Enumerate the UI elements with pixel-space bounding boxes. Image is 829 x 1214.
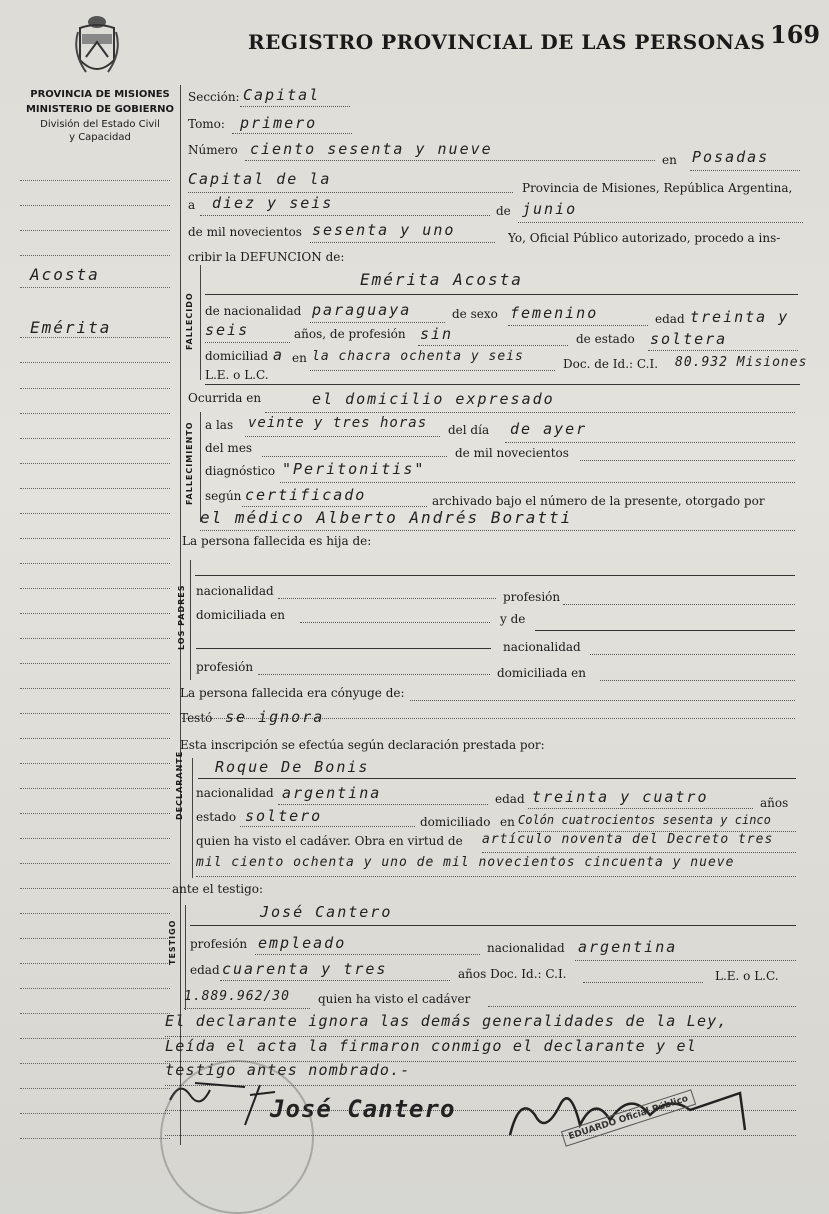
- nac-t-value: argentina: [578, 938, 678, 956]
- estado-decl-value: soltero: [245, 807, 323, 825]
- nacionalidad-label: de nacionalidad: [205, 304, 302, 318]
- segun-label: según: [205, 489, 242, 503]
- mes-value: junio: [522, 200, 578, 218]
- estado-value: soltera: [650, 330, 728, 348]
- ci-t-value: 1.889.962/30: [184, 989, 290, 1004]
- field-line: [240, 106, 350, 107]
- stamp-line-1: EDUARDO: [567, 1117, 618, 1143]
- nac-t-label: nacionalidad: [487, 941, 565, 955]
- coat-of-arms-icon: [72, 12, 122, 82]
- field-line: [528, 808, 753, 809]
- prof-t-label: profesión: [190, 937, 248, 951]
- margin-line: [20, 663, 170, 664]
- nac-decl-label: nacionalidad: [196, 786, 274, 800]
- margin-line: [20, 1013, 170, 1014]
- page-number: 169: [770, 20, 821, 49]
- margin-line: [20, 337, 170, 338]
- margin-line: [20, 287, 170, 288]
- testo-label: Testó: [180, 711, 213, 725]
- margin-line: [20, 888, 170, 889]
- name-line: [195, 575, 795, 576]
- numero-label: Número: [188, 143, 238, 157]
- field-line: [278, 598, 496, 599]
- anos-doc-label: años Doc. Id.: C.I.: [458, 967, 567, 981]
- de-mil-label-2: de mil novecientos: [455, 446, 569, 460]
- ocurrida-value: el domicilio expresado: [312, 390, 555, 408]
- margin-line: [20, 230, 170, 231]
- section-label-padres: LOS PADRES: [177, 584, 186, 650]
- en-decl-label: en: [500, 815, 515, 829]
- margin-line: [20, 763, 170, 764]
- quien-t-label: quien ha visto el cadáver: [318, 992, 471, 1006]
- field-line: [310, 242, 495, 243]
- domicilio-en-label: en: [292, 351, 307, 365]
- a-las-label: a las: [205, 418, 234, 432]
- margin-line: [20, 1088, 170, 1089]
- y-de-label: y de: [500, 612, 526, 626]
- field-line: [188, 192, 513, 193]
- domiciliado-label: domiciliado: [420, 815, 491, 829]
- margin-line: [20, 1038, 170, 1039]
- field-line: [300, 622, 490, 623]
- institution-line: División del Estado Civil: [40, 119, 160, 130]
- field-line: [278, 804, 488, 805]
- field-line: [518, 222, 803, 223]
- prof-t-value: empleado: [258, 934, 347, 952]
- estado-decl-label: estado: [196, 810, 237, 824]
- inscribir-label: cribir la DEFUNCION de:: [188, 250, 345, 264]
- sexo-label: de sexo: [452, 307, 498, 321]
- del-dia-label: del día: [448, 423, 490, 437]
- margin-line: [20, 438, 170, 439]
- margin-line: [20, 255, 170, 256]
- tomo-value: primero: [240, 114, 318, 132]
- ante-label: ante el testigo:: [172, 882, 264, 896]
- field-line: [200, 215, 490, 216]
- profesion-madre-label: profesión: [196, 660, 254, 674]
- name-line: [535, 630, 795, 631]
- field-line: [410, 700, 795, 701]
- margin-line: [20, 938, 170, 939]
- field-line: [240, 826, 415, 827]
- oficial-label: Yo, Oficial Público autorizado, procedo a ins-: [508, 231, 781, 245]
- seccion-label: Sección:: [188, 90, 240, 104]
- margin-line: [20, 638, 170, 639]
- doc-value: 80.932 Misiones: [675, 355, 808, 370]
- del-mes-label: del mes: [205, 441, 253, 455]
- nota-line-3: testigo antes nombrado.-: [165, 1061, 411, 1079]
- field-line: [242, 506, 427, 507]
- a-label: a: [188, 198, 196, 212]
- margin-line: [20, 688, 170, 689]
- domiciliada-suffix: a: [273, 346, 285, 364]
- dia-value: diez y seis: [212, 194, 334, 212]
- field-line: [245, 436, 440, 437]
- name-line: [196, 648, 491, 649]
- segun-value: certificado: [245, 486, 367, 504]
- edad-value-1: treinta y: [690, 308, 790, 326]
- provincia-label: Provincia de Misiones, República Argentina,: [522, 181, 793, 195]
- institution-line: y Capacidad: [69, 132, 131, 143]
- testo-value: se ignora: [225, 708, 325, 726]
- field-line: [232, 133, 352, 134]
- margin-line: [20, 813, 170, 814]
- edad-label: edad: [655, 312, 685, 326]
- field-line: [508, 325, 648, 326]
- margin-line: [20, 588, 170, 589]
- quien-label: quien ha visto el cadáver. Obra en virtud de: [196, 834, 463, 848]
- domicilio-value: la chacra ochenta y seis: [312, 349, 524, 364]
- field-line: [255, 954, 480, 955]
- name-line: [198, 778, 796, 779]
- hora-value: veinte y tres horas: [248, 415, 428, 431]
- tomo-label: Tomo:: [188, 117, 225, 131]
- margin-line: [20, 988, 170, 989]
- profesion-value: sin: [420, 325, 454, 343]
- nacionalidad-madre-label: nacionalidad: [503, 640, 581, 654]
- field-line: [580, 460, 795, 461]
- field-line: [184, 1008, 310, 1009]
- profesion-padre-label: profesión: [503, 590, 561, 604]
- de-label: de: [496, 204, 511, 218]
- margin-line: [20, 838, 170, 839]
- section-label-fallecido: FALLECIDO: [185, 292, 194, 350]
- field-line: [220, 980, 450, 981]
- le-t-label: L.E. o L.C.: [715, 969, 779, 983]
- margin-line: [20, 1113, 170, 1114]
- nota-line-1: El declarante ignora las demás generalidades de la Ley,: [165, 1012, 728, 1030]
- anos-label: años: [760, 796, 789, 810]
- diagnostico-label: diagnóstico: [205, 464, 276, 478]
- medico-value: el médico Alberto Andrés Boratti: [200, 508, 573, 527]
- field-line: [583, 982, 703, 983]
- domiciliad-label: domiciliad: [205, 349, 269, 363]
- domiciliada-madre-label: domiciliada en: [497, 666, 586, 680]
- archivado-label: archivado bajo el número de la presente, otorgado por: [432, 494, 765, 508]
- round-stamp: [160, 1060, 314, 1214]
- name-line: [190, 925, 796, 926]
- dom-decl-value: Colón cuatrocientos sesenta y cinco: [518, 813, 771, 827]
- field-line: [196, 876, 796, 877]
- field-line: [590, 654, 795, 655]
- margin-line: [20, 1063, 170, 1064]
- edad-decl-value: treinta y cuatro: [532, 788, 709, 806]
- field-line: [205, 342, 290, 343]
- margin-line: [20, 180, 170, 181]
- field-line: [310, 370, 555, 371]
- edad-decl-label: edad: [495, 792, 525, 806]
- conyuge-label: La persona fallecida era cónyuge de:: [180, 686, 405, 700]
- obra-value-2: mil ciento ochenta y uno de mil novecientos cincuenta y nueve: [196, 855, 735, 870]
- field-line: [280, 482, 795, 483]
- document-title: REGISTRO PROVINCIAL DE LAS PERSONAS: [248, 30, 766, 54]
- en-label: en: [662, 153, 677, 167]
- section-label-testigo: TESTIGO: [168, 919, 177, 965]
- domiciliada-padre-label: domiciliada en: [196, 608, 285, 622]
- stamp-line-2: Oficial Público: [617, 1093, 690, 1126]
- margin-line: [20, 538, 170, 539]
- section-label-declarante: DECLARANTE: [175, 750, 184, 820]
- margin-line: [20, 413, 170, 414]
- nacionalidad-value: paraguaya: [312, 301, 412, 319]
- anio-value: sesenta y uno: [312, 221, 456, 239]
- margin-line: [20, 205, 170, 206]
- ocurrida-label: Ocurrida en: [188, 391, 262, 405]
- diagnostico-value: "Peritonitis": [282, 460, 426, 478]
- edad-value-2: seis: [205, 321, 250, 339]
- field-line: [418, 345, 568, 346]
- section-line: [205, 384, 800, 385]
- margin-line: [20, 713, 170, 714]
- seccion-value: Capital: [243, 86, 321, 104]
- margin-line: [20, 863, 170, 864]
- estado-label: de estado: [576, 332, 635, 346]
- section-label-fallecimiento: FALLECIMIENTO: [185, 421, 194, 505]
- field-line: [310, 322, 445, 323]
- hija-label: La persona fallecida es hija de:: [182, 534, 372, 548]
- margin-line: [20, 1138, 170, 1139]
- field-line: [262, 456, 447, 457]
- en-value: Posadas: [692, 148, 770, 166]
- institution-line: MINISTERIO DE GOBIERNO: [25, 104, 175, 115]
- field-line: [563, 604, 795, 605]
- margin-line: [20, 463, 170, 464]
- nac-decl-value: argentina: [282, 784, 382, 802]
- de-mil-label: de mil novecientos: [188, 225, 302, 239]
- edad-t-label: edad: [190, 963, 220, 977]
- field-line: [245, 160, 655, 161]
- edad-t-value: cuarenta y tres: [222, 960, 388, 978]
- field-line: [482, 852, 796, 853]
- field-line: [690, 170, 800, 171]
- obra-value-1: artículo noventa del Decreto tres: [482, 832, 774, 847]
- margin-line: [20, 362, 170, 363]
- nombre-value: Emérita Acosta: [360, 270, 523, 289]
- section-divider: [200, 265, 201, 380]
- numero-value: ciento sesenta y nueve: [250, 140, 493, 158]
- le-label: L.E. o L.C.: [205, 368, 269, 382]
- margin-line: [20, 738, 170, 739]
- nacionalidad-padre-label: nacionalidad: [196, 584, 274, 598]
- margin-line: [20, 913, 170, 914]
- capital-value: Capital de la: [188, 170, 332, 188]
- testigo-value: José Cantero: [260, 903, 393, 921]
- declaracion-label: Esta inscripción se efectúa según declaración prestada por:: [180, 738, 545, 752]
- signature-testigo: José Cantero: [270, 1095, 456, 1123]
- sexo-value: femenino: [510, 304, 599, 322]
- field-line: [505, 442, 795, 443]
- nota-line-2: Leída el acta la firmaron conmigo el declarante y el: [165, 1037, 697, 1055]
- dia-f-value: de ayer: [510, 420, 588, 438]
- margin-given-name: Emérita: [30, 318, 112, 337]
- margin-line: [20, 388, 170, 389]
- margin-line: [20, 963, 170, 964]
- section-divider: [190, 560, 191, 680]
- margin-line: [20, 788, 170, 789]
- field-line: [648, 350, 798, 351]
- margin-line: [20, 513, 170, 514]
- field-line: [258, 674, 490, 675]
- field-line: [488, 1006, 796, 1007]
- field-line: [600, 680, 795, 681]
- margin-line: [20, 488, 170, 489]
- section-divider: [200, 412, 201, 522]
- name-line: [205, 294, 798, 295]
- profesion-label: años, de profesión: [294, 327, 406, 341]
- field-line: [575, 960, 796, 961]
- field-line: [265, 412, 795, 413]
- institution-line: PROVINCIA DE MISIONES: [30, 89, 170, 100]
- declarante-value: Roque De Bonis: [215, 758, 370, 776]
- margin-surname: Acosta: [30, 265, 100, 284]
- margin-line: [20, 613, 170, 614]
- margin-line: [20, 563, 170, 564]
- section-divider: [192, 758, 193, 878]
- doc-label: Doc. de Id.: C.I.: [563, 357, 659, 371]
- field-line: [200, 530, 795, 531]
